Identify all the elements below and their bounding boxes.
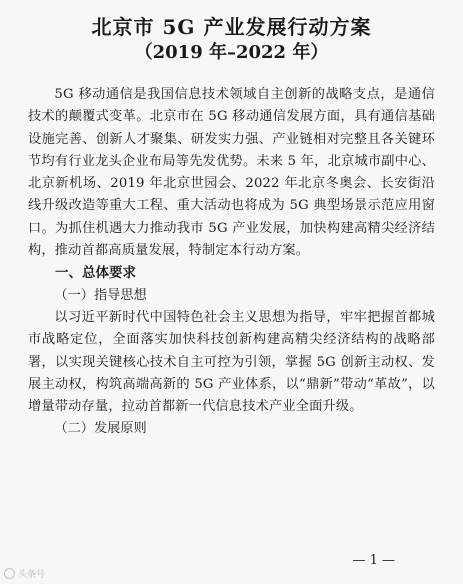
watermark [4, 567, 45, 580]
page-number: — 1 — [352, 553, 395, 568]
intro-paragraph: 5G 移动通信是我国信息技术领域自主创新的战略支点，是通信技术的颠覆式变革。北京市在 5G 移动通信发展方面，具有通信基础设施完善、创新人才聚集、研发实力强、产业链相对完整且各关键环节均有行业龙头企业布局等先发优势。未来 5 年，北京城市副中心、北京新机场、2019 年北京世园会、2022 年北京冬奥会、长安街沿线升级改造等重大工程、重大活动也将成为 5G 典型场景示范应用窗口。为抓住机遇大力推动我市 5G 产业发展，加快构建高精尖经济结构，推动首都高质量发展，特制定本行动方案。 [28, 87, 435, 259]
document-subtitle: （2019 年–2022 年） [134, 42, 329, 63]
watermark-logo-icon [4, 568, 15, 579]
subsection-heading-development-principles: （二）发展原则 [54, 421, 147, 437]
section-heading-general-requirements: 一、总体要求 [55, 265, 136, 282]
subsection-heading-guiding-ideology: （一）指导思想 [54, 287, 147, 303]
watermark-text: 头条号 [18, 570, 46, 580]
guiding-ideology-paragraph: 以习近平新时代中国特色社会主义思想为指导，牢牢把握首都城市战略定位，全面落实加快科技创新构建高精尖经济结构的战略部署，以实现关键核心技术自主可控为引领，掌握 5G 创新主动权、发展主动权，构筑高端高新的 5G 产业体系，以“鼎新”带动“革故”，以增量带动存量，拉动首都新一代信息技术产业全面升级。 [28, 309, 435, 415]
document-title: 北京市 5G 产业发展行动方案 [91, 15, 372, 39]
